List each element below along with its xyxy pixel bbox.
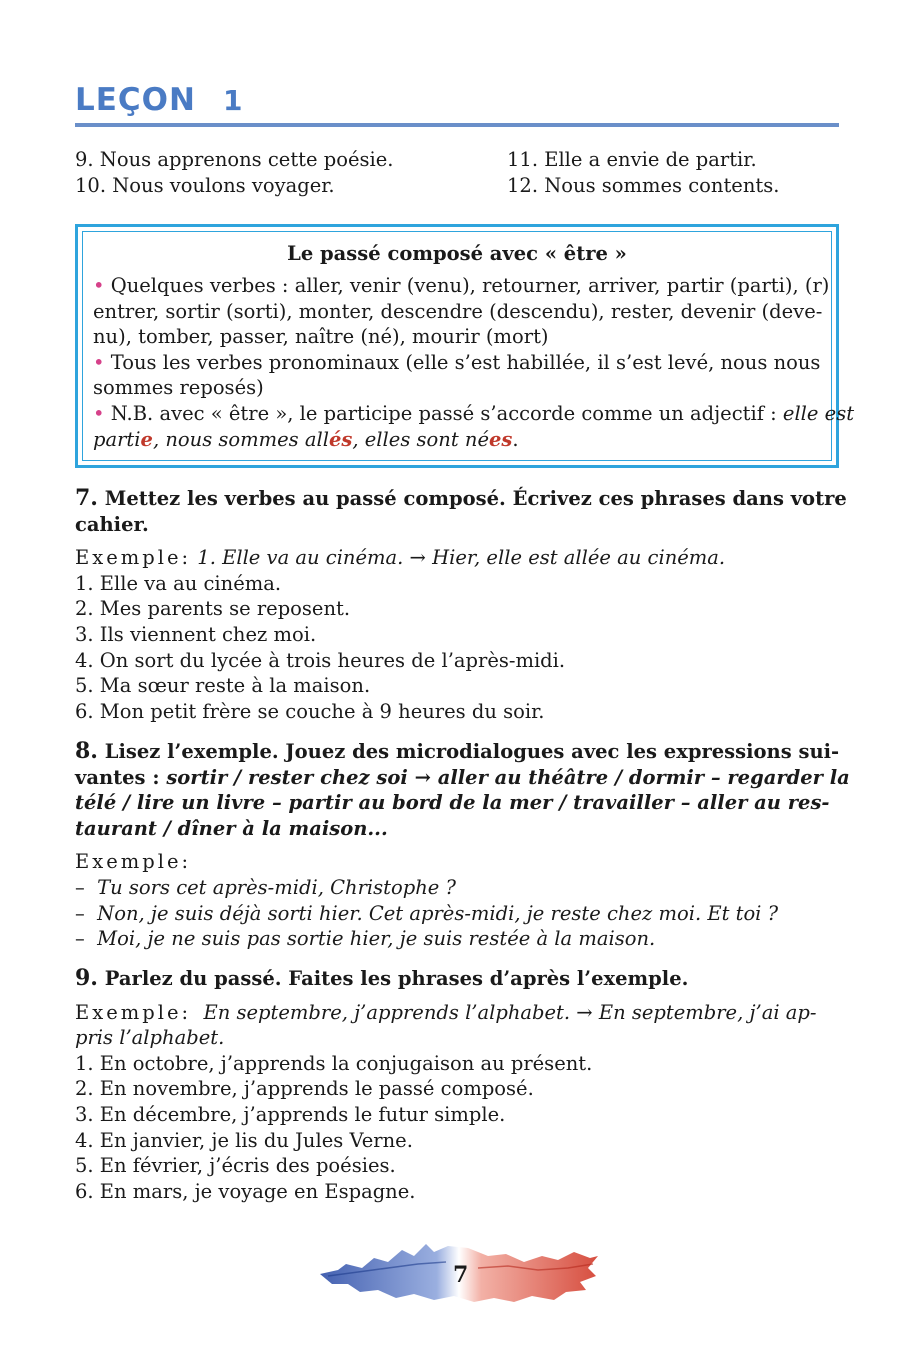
- exercise-number: 7.: [75, 485, 98, 511]
- bullet-icon: •: [93, 401, 105, 425]
- grammar-text: entrer, sortir (sorti), monter, descendre (descendu), rester, devenir (deve-: [93, 299, 823, 323]
- grammar-bullet-2: [93, 350, 821, 401]
- list-item: 11. Elle a envie de partir.: [507, 148, 757, 171]
- list-item: 6. En mars, je voyage en Espagne.: [75, 1179, 416, 1203]
- dialogue-line: – Tu sors cet après-midi, Christophe ?: [75, 875, 456, 899]
- dialogue-line: – Moi, je ne suis pas sortie hier, je suis restée à la maison.: [75, 927, 656, 951]
- grammar-bullet-3: [93, 401, 855, 452]
- grammar-example-line: partie, nous sommes allés, elles sont nées.: [93, 427, 519, 451]
- list-item: 4. En janvier, je lis du Jules Verne.: [75, 1128, 413, 1152]
- grammar-text: sommes reposés): [93, 376, 264, 400]
- list-item: 3. En décembre, j’apprends le futur simple.: [75, 1102, 506, 1126]
- grammar-box: [75, 224, 855, 468]
- grammar-box-inner: [82, 231, 855, 461]
- exercise-8-example-label: Exemple:: [75, 850, 192, 874]
- lesson-number: 1: [223, 84, 243, 117]
- list-item: 1. En octobre, j’apprends la conjugaison au présent.: [75, 1051, 593, 1075]
- header-rule: [75, 123, 839, 127]
- grammar-example: elle est: [782, 401, 855, 425]
- list-item: 6. Mon petit frère se couche à 9 heures du soir.: [75, 699, 545, 723]
- exercise-number: 9.: [75, 965, 98, 991]
- list-item: 10. Nous voulons voyager.: [75, 173, 335, 197]
- grammar-text: Tous les verbes pronominaux (elle s’est habillée, il s’est levé, nous nous: [110, 350, 821, 374]
- exercise-9-example-cont: pris l’alphabet.: [75, 1026, 225, 1050]
- exercise-7-instruction: 7. Mettez les verbes au passé composé. Écrivez ces phrases dans votre cahier.: [75, 485, 847, 536]
- list-item: 12. Nous sommes contents.: [507, 173, 780, 197]
- list-item: 3. Ils viennent chez moi.: [75, 622, 317, 646]
- exercise-9-example: Exemple: En septembre, j’apprends l’alphabet. → En septembre, j’ai ap-: [75, 1000, 817, 1024]
- exercise-9-instruction: 9. Parlez du passé. Faites les phrases d’après l’exemple.: [75, 965, 689, 991]
- list-item: 5. En février, j’écris des poésies.: [75, 1154, 396, 1178]
- agreement-ending: es: [488, 427, 513, 451]
- exercise-8-instruction: 8. Lisez l’exemple. Jouez des microdialogues avec les expressions sui- vantes : sortir / rester chez soi → aller au théâtre / dormir – regarder la télé / lire un livre – partir au bord de la mer / travailler – aller au res- taurant / dîner à la maison...: [75, 738, 850, 840]
- list-item: 1. Elle va au cinéma.: [75, 571, 282, 595]
- dialogue-line: – Non, je suis déjà sorti hier. Cet après-midi, je reste chez moi. Et toi ?: [75, 901, 779, 925]
- exercise-7-example: Exemple: 1. Elle va au cinéma. → Hier, elle est allée au cinéma.: [75, 546, 726, 570]
- page-number: 7: [453, 1262, 469, 1288]
- grammar-bullet-1: [93, 273, 830, 350]
- list-item: 2. En novembre, j’apprends le passé composé.: [75, 1077, 534, 1101]
- grammar-text: nu), tomber, passer, naître (né), mourir (mort): [93, 325, 549, 349]
- agreement-ending: e: [140, 427, 153, 451]
- list-item: 5. Ma sœur reste à la maison.: [75, 674, 371, 698]
- top-list-right: [507, 147, 779, 198]
- page-footer: [318, 1238, 600, 1306]
- lesson-title: LEÇON: [75, 82, 196, 118]
- exercise-number: 8.: [75, 738, 98, 764]
- grammar-box-title: Le passé composé avec « être »: [287, 242, 627, 265]
- bullet-icon: •: [93, 350, 105, 374]
- list-item: 2. Mes parents se reposent.: [75, 597, 351, 621]
- bullet-icon: •: [93, 274, 105, 297]
- top-list-left: [75, 147, 394, 198]
- agreement-ending: és: [328, 427, 353, 451]
- exercise-7: [75, 485, 847, 724]
- grammar-text: N.B. avec « être », le participe passé s’accorde comme un adjectif :: [110, 401, 783, 425]
- exercise-8: [75, 738, 850, 952]
- exercise-9: [75, 966, 839, 1204]
- list-item: 9. Nous apprenons cette poésie.: [75, 148, 394, 171]
- list-item: 4. On sort du lycée à trois heures de l’après-midi.: [75, 648, 566, 672]
- grammar-text: Quelques verbes : aller, venir (venu), retourner, arriver, partir (parti), (r): [110, 274, 830, 297]
